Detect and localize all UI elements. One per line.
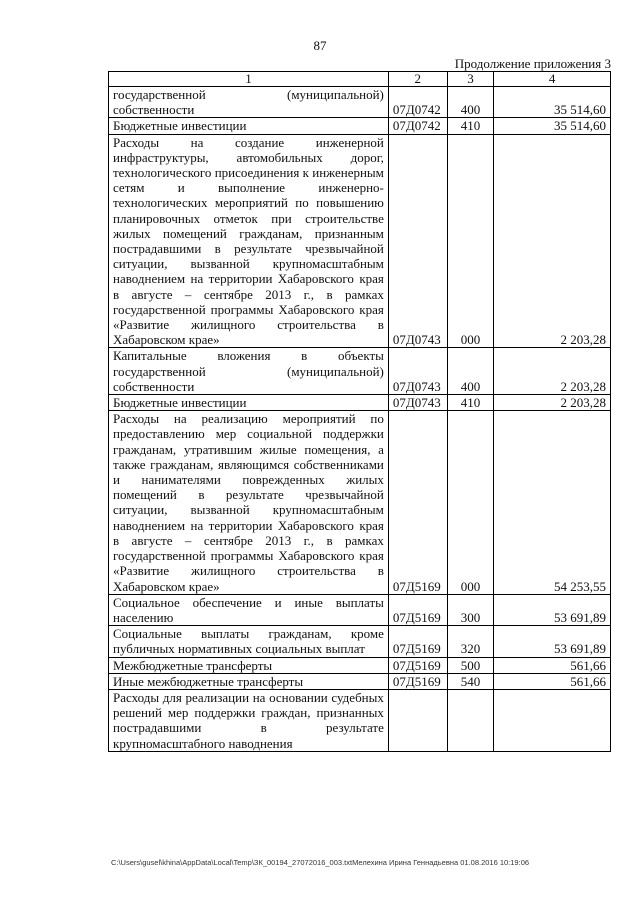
row-description: Расходы для реализации на основании судебных решений мер поддержки граждан, признанных пострадавшими в результате крупномасштабного наводнения: [109, 689, 389, 751]
continuation-note: Продолжение приложения 3: [454, 56, 611, 71]
row-description: государственной (муниципальной) собственности: [109, 87, 389, 118]
row-amount: 35 514,60: [494, 118, 611, 134]
row-amount: 2 203,28: [494, 348, 611, 395]
row-amount: 2 203,28: [494, 395, 611, 411]
row-code: 07Д0743: [388, 395, 447, 411]
row-code: 07Д5169: [388, 411, 447, 594]
row-description: Социальное обеспечение и иные выплаты населению: [109, 594, 389, 625]
row-type: 300: [447, 594, 494, 625]
row-amount: 35 514,60: [494, 87, 611, 118]
table-row: [109, 411, 611, 594]
row-type: 500: [447, 657, 494, 673]
row-amount: [494, 689, 611, 751]
row-code: 07Д5169: [388, 657, 447, 673]
row-description: Бюджетные инвестиции: [109, 395, 389, 411]
table-row: [109, 395, 611, 411]
row-code: 07Д0743: [388, 134, 447, 348]
table-row: [109, 594, 611, 625]
header-col-4: 4: [494, 72, 611, 87]
table-row: [109, 657, 611, 673]
row-amount: 54 253,55: [494, 411, 611, 594]
table-row: [109, 118, 611, 134]
row-description: Социальные выплаты гражданам, кроме публичных нормативных социальных выплат: [109, 626, 389, 657]
row-amount: 2 203,28: [494, 134, 611, 348]
row-description: Межбюджетные трансферты: [109, 657, 389, 673]
row-code: [388, 689, 447, 751]
row-code: 07Д5169: [388, 673, 447, 689]
row-type: 410: [447, 118, 494, 134]
row-type: 410: [447, 395, 494, 411]
row-type: [447, 689, 494, 751]
row-type: 400: [447, 348, 494, 395]
row-code: 07Д0743: [388, 348, 447, 395]
table-row: [109, 689, 611, 751]
table-row: [109, 348, 611, 395]
row-type: 000: [447, 411, 494, 594]
row-code: 07Д0742: [388, 118, 447, 134]
header-col-2: 2: [388, 72, 447, 87]
header-col-1: 1: [109, 72, 389, 87]
row-description: Расходы на реализацию мероприятий по предоставлению мер социальной поддержки гражданам, утратившим жилые помещения, а также гражданам, являющимся собственниками и нанимателями поврежденных жилых помещений в результате чрезвычайной ситуации, вызванной крупномасштабным наводнением на территории Хабаровского края в августе – сентябре 2013 г., в рамках государственной программы Хабаровского края «Развитие жилищного строительства в Хабаровском крае»: [109, 411, 389, 594]
row-type: 400: [447, 87, 494, 118]
page-number: 87: [313, 38, 327, 53]
row-amount: 561,66: [494, 657, 611, 673]
table-header-row: [109, 72, 611, 87]
row-description: Бюджетные инвестиции: [109, 118, 389, 134]
table-row: [109, 87, 611, 118]
row-type: 320: [447, 626, 494, 657]
table-row: [109, 626, 611, 657]
row-description: Капитальные вложения в объекты государственной (муниципальной) собственности: [109, 348, 389, 395]
row-description: Иные межбюджетные трансферты: [109, 673, 389, 689]
file-path-footer: C:\Users\gusel\khina\AppData\Local\Temp\ЗК_00194_27072016_003.txtМелехина Ирина Геннадьевна 01.08.2016 10:19:06: [110, 858, 530, 867]
header-col-3: 3: [447, 72, 494, 87]
row-description: Расходы на создание инженерной инфраструктуры, автомобильных дорог, технологического присоединения к инженерным сетям и выполнение инженерно-технологических мероприятий по повышению планировочных отметок при строительстве жилых помещений гражданам, признанным пострадавшими в результате чрезвычайной ситуации, вызванной крупномасштабным наводнением на территории Хабаровского края в августе – сентябре 2013 г., в рамках государственной программы Хабаровского края «Развитие жилищного строительства в Хабаровском крае»: [109, 134, 389, 348]
row-amount: 53 691,89: [494, 594, 611, 625]
table-row: [109, 134, 611, 348]
row-type: 000: [447, 134, 494, 348]
row-code: 07Д0742: [388, 87, 447, 118]
row-amount: 561,66: [494, 673, 611, 689]
budget-table: [108, 71, 611, 752]
row-code: 07Д5169: [388, 594, 447, 625]
row-amount: 53 691,89: [494, 626, 611, 657]
row-type: 540: [447, 673, 494, 689]
row-code: 07Д5169: [388, 626, 447, 657]
table-row: [109, 673, 611, 689]
